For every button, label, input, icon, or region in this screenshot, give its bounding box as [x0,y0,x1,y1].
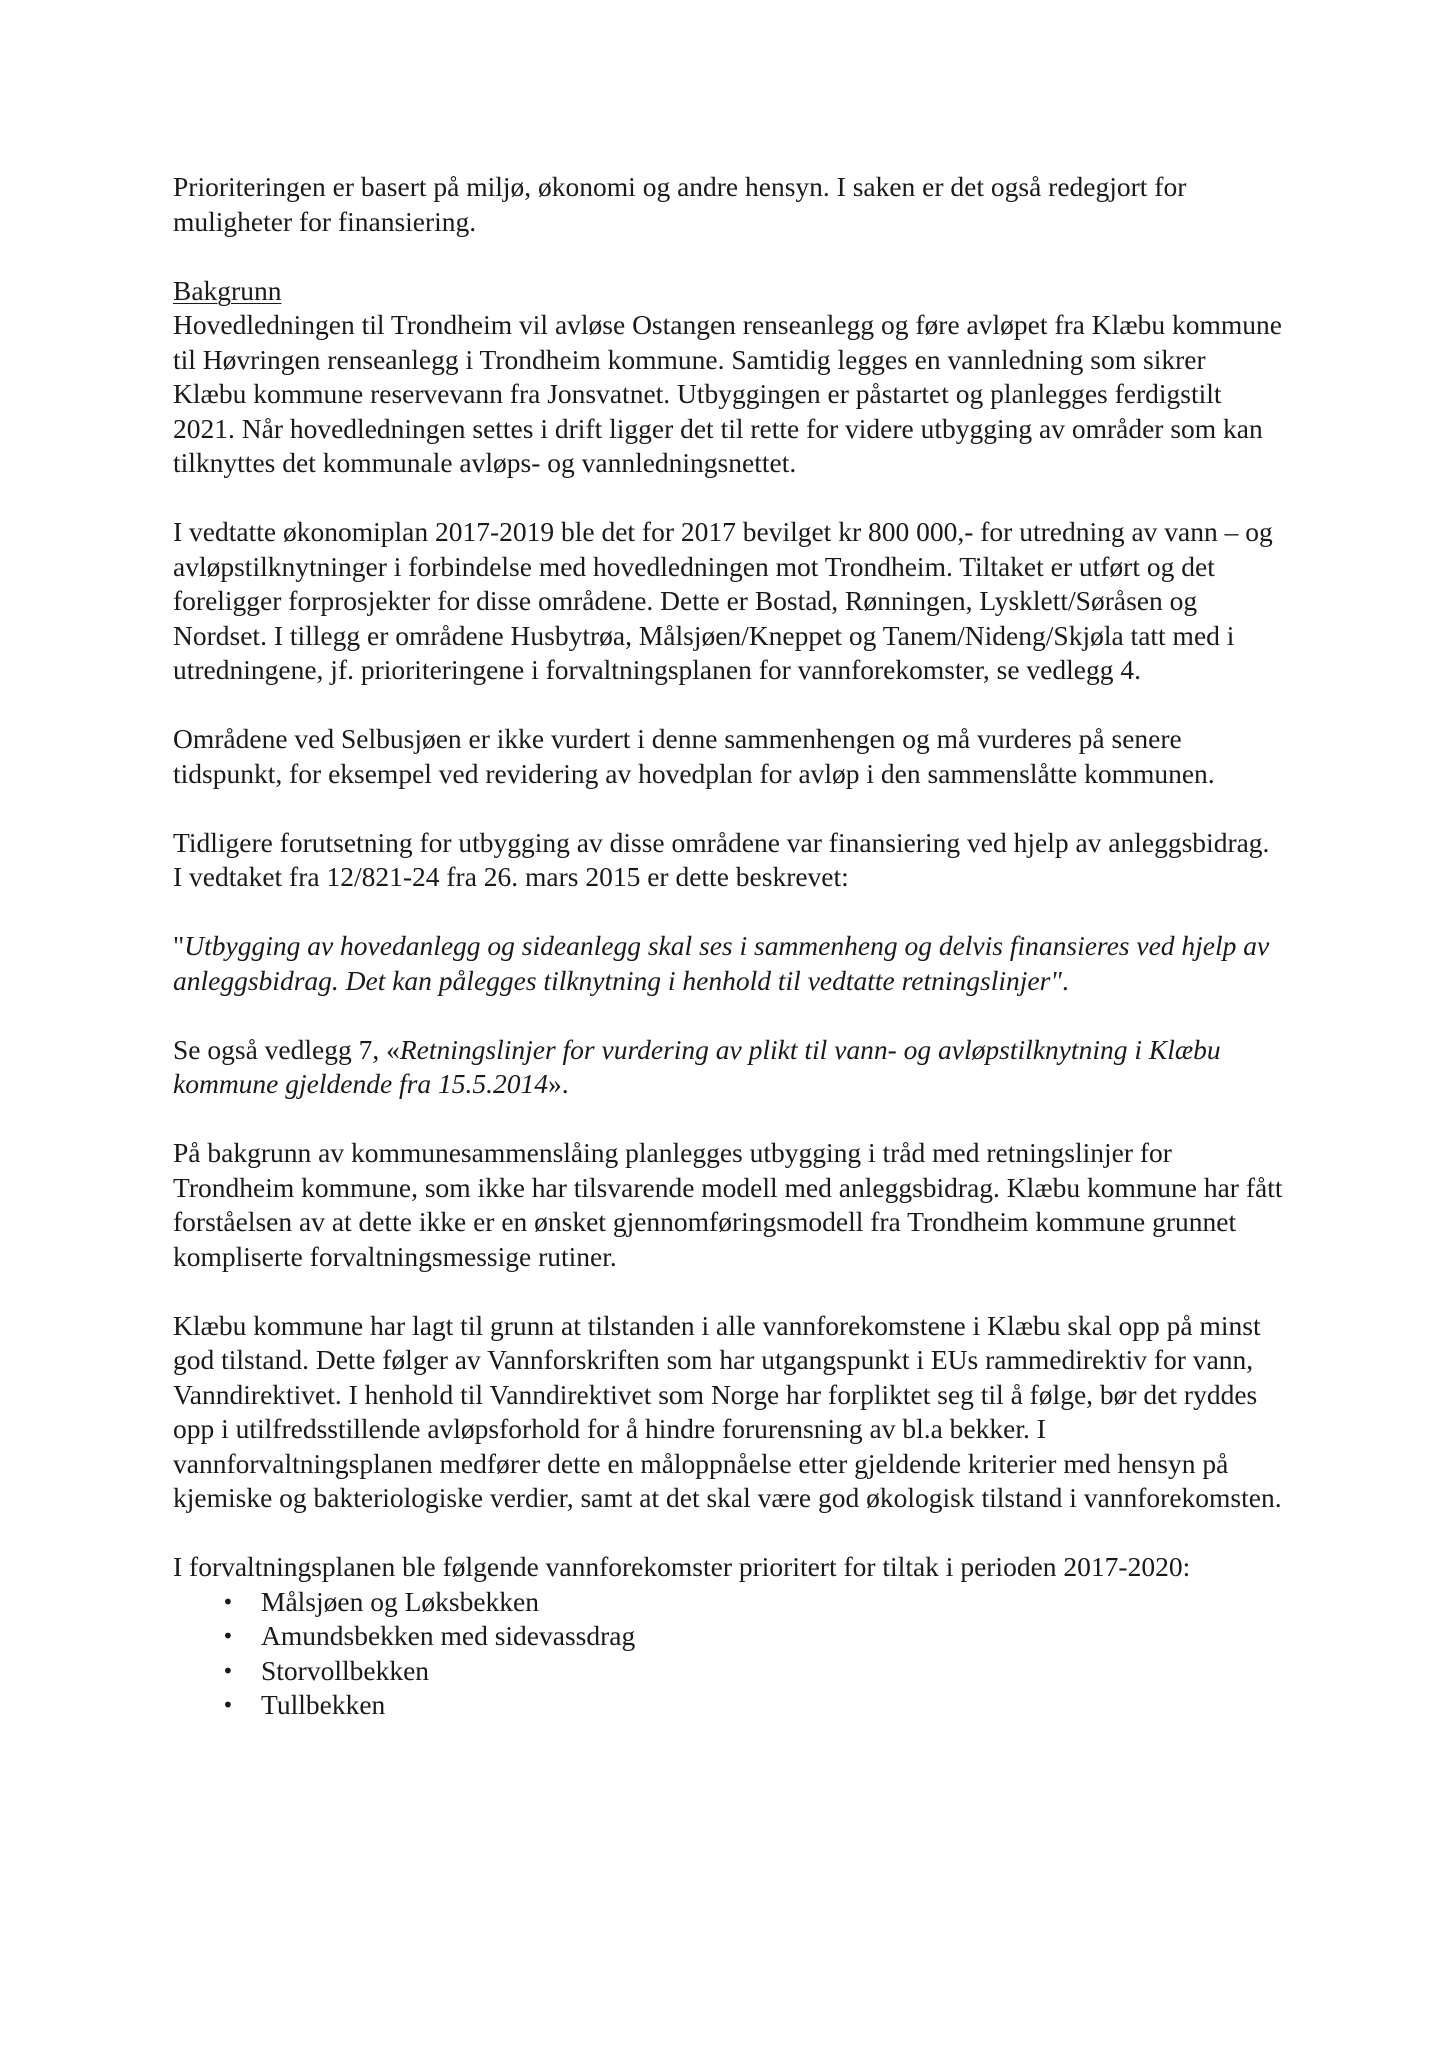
list-intro-paragraph: I forvaltningsplanen ble følgende vannforekomster prioritert for tiltak i perioden 2017-2020: [173,1551,1191,1582]
paragraph-gap [173,1102,1283,1137]
prerequisite-paragraph: Tidligere forutsetning for utbygging av disse områdene var finansiering ved hjelp av anleggsbidrag. I vedtaket fra 12/821-24 fra 26. mars 2015 er dette beskrevet: [173,826,1270,892]
see-also-prefix: Se også vedlegg 7, « [173,1033,400,1065]
paragraph-gap [173,239,1283,274]
selbusjoen-paragraph: Områdene ved Selbusjøen er ikke vurdert i denne sammenhengen og må vurderes på senere tidspunkt, for eksempel ved revidering av hovedplan for avløp i den sammenslåtte kommunen. [173,723,1215,789]
list-item [173,1619,1283,1654]
document-body [173,170,1283,1723]
decision-quote [173,929,1283,998]
list-item [173,1654,1283,1689]
paragraph-gap [173,688,1283,723]
list-item-text: Tullbekken [261,1689,386,1720]
water-quality-paragraph: Klæbu kommune har lagt til grunn at tilstanden i alle vannforekomstene i Klæbu skal opp på minst god tilstand. Dette følger av Vannforskriften som har utgangspunkt i EUs rammedirektiv for vann, Vanndirektivet. I henhold til Vanndirektivet som Norge har forpliktet seg til å følge, bør det ryddes opp i utilfredsstillende avløpsforhold for å hindre forurensning av bl.a bekker. I vannforvaltningsplanen medfører dette en måloppnåelse etter gjeldende kriterier med hensyn på kjemiske og bakteriologiske verdier, samt at det skal være god økologisk tilstand i vannforekomsten. [173,1309,1282,1513]
intro-paragraph: Prioriteringen er basert på miljø, økonomi og andre hensyn. I saken er det også redegjort for muligheter for finansiering. [173,171,1187,237]
see-also-reference [173,1033,1283,1102]
quote-text: Utbygging av hovedanlegg og sideanlegg skal ses i sammenheng og delvis finansieres ved hjelp av anleggsbidrag. Det kan pålegges tilknytning i henhold til vedtatte retningslinjer" [173,930,1270,996]
list-item-text: Amundsbekken med sidevassdrag [261,1620,636,1651]
budget-paragraph: I vedtatte økonomiplan 2017-2019 ble det for 2017 bevilget kr 800 000,- for utredning av vann – og avløpstilknytninger i forbindelse med hovedledningen mot Trondheim. Tiltaket er utført og det foreligger forprosjekter for disse områdene. Dette er Bostad, Rønningen, Lysklett/Søråsen og Nordset. I tillegg er områdene Husbytrøa, Målsjøen/Kneppet og Tanem/Nideng/Skjøla tatt med i utredningene, jf. prioriteringene i forvaltningsplanen for vannforekomster, se vedlegg 4. [173,516,1273,685]
section-heading-background: Bakgrunn [173,274,282,306]
merger-paragraph: På bakgrunn av kommunesammenslåing planlegges utbygging i tråd med retningslinjer for Trondheim kommune, som ikke har tilsvarende modell med anleggsbidrag. Klæbu kommune har fått forståelsen av at dette ikke er en ønsket gjennomføringsmodell fra Trondheim kommune grunnet kompliserte forvaltningsmessige rutiner. [173,1137,1283,1272]
paragraph-gap [173,1274,1283,1309]
list-item [173,1688,1283,1723]
bullet-icon: • [222,1658,234,1683]
paragraph-gap [173,791,1283,826]
quote-open-mark: " [173,930,185,961]
list-item [173,1585,1283,1620]
see-also-suffix: ». [548,1068,569,1099]
list-item-text: Målsjøen og Løksbekken [261,1585,540,1617]
paragraph-gap [173,1516,1283,1551]
priority-list [173,1585,1283,1723]
paragraph-gap [173,481,1283,516]
quote-close-mark: . [1061,964,1069,996]
bullet-icon: • [222,1693,234,1717]
list-item-text: Storvollbekken [261,1654,430,1686]
see-also-title: Retningslinjer for vurdering av plikt til vann- og avløpstilknytning i Klæbu kommune gjeldende fra 15.5.2014 [173,1033,1221,1099]
bullet-icon: • [222,1589,234,1614]
bullet-icon: • [222,1624,234,1648]
paragraph-gap [173,895,1283,930]
paragraph-gap [173,998,1283,1033]
background-paragraph: Hovedledningen til Trondheim vil avløse Ostangen renseanlegg og føre avløpet fra Klæbu kommune til Høvringen renseanlegg i Trondheim kommune. Samtidig legges en vannledning som sikrer Klæbu kommune reservevann fra Jonsvatnet. Utbyggingen er påstartet og planlegges ferdigstilt 2021. Når hovedledningen settes i drift ligger det til rette for videre utbygging av områder som kan tilknyttes det kommunale avløps- og vannledningsnettet. [173,309,1282,478]
